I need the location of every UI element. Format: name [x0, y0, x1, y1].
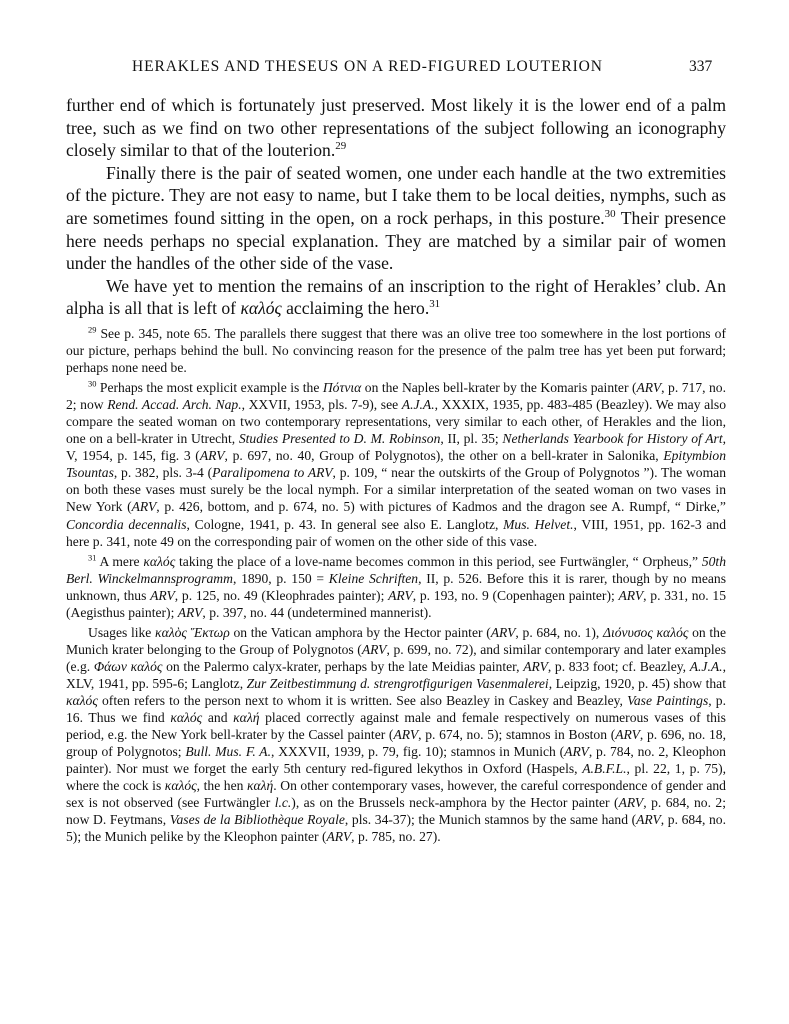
paragraph: We have yet to mention the remains of an inscription to the right of Herakles’ club. An alpha is all that is left of καλός acclaiming the hero.$^{31}$	[66, 275, 726, 319]
footnotes	[66, 325, 726, 848]
footnote-number: 31	[88, 552, 97, 563]
page-number: 337	[689, 58, 713, 75]
paragraph: Finally there is the pair of seated women, one under each handle at the two extremities of the picture. They are not easy to name, but I take them to be local deities, nymphs, such as are sometimes found sitting in the open, on a rock perhaps, in this posture.$^{30}$ Their presence here needs perhaps no special explanation. They are matched by a similar pair of women under the handles of the other side of the vase.	[66, 162, 726, 274]
footnote-ref[interactable]: 29	[335, 140, 347, 153]
footnote-number: 29	[88, 324, 97, 335]
footnote-number: 30	[88, 378, 97, 389]
footnote-30: $^{30}$ Perhaps the most explicit example is the Πότνια on the Naples bell-krater by the Komaris painter (ARV, p. 717, no. 2; now Rend. Accad. Arch. Nap., XXVII, 1953, pls. 7-9), see A.J.A., XXXIX, 1935, pp. 483-485 (Beazley). We may also compare the seated woman on two contemporary representations, very similar to each other, of Herakles and the lion, one on a bell-krater in Utrecht, Studies Presented to D. M. Robinson, II, pl. 35; Netherlands Yearbook for History of Art, V, 1954, p. 145, fig. 3 (ARV, p. 697, no. 40, Group of Polygnotos), the other on a bell-krater in Salonika, Epitymbion Tsountas, p. 382, pls. 3-4 (Paralipomena to ARV, p. 109, “ near the outskirts of the Group of Polygnotos ”). The woman on both these vases must surely be the local nymph. For a similar interpretation of the seated woman on two vases in New York (ARV, p. 426, bottom, and p. 674, no. 5) with pictures of Kadmos and the dragon see A. Rumpf, “ Dirke,” Concordia decennalis, Cologne, 1941, p. 43. In general see also E. Langlotz, Mus. Helvet., VIII, 1951, pp. 162-3 and here p. 341, note 49 on the corresponding pair of women on the other side of this vase.	[66, 378, 727, 549]
paragraph: further end of which is fortunately just preserved. Most likely it is the lower end of a palm tree, such as we find on two other representations of the subject following an iconography closely similar to that of the louterion.$^{29}$	[66, 95, 726, 161]
footnote-31: $^{31}$ A mere καλός taking the place of a love-name becomes common in this period, see Furtwängler, “ Orpheus,” 50th Berl. Winckelmannsprogramm, 1890, p. 150 = Kleine Schriften, II, p. 526. Before this it is rarer, though by no means unknown, thus ARV, p. 125, no. 49 (Kleophrades painter); ARV, p. 193, no. 9 (Copenhagen painter); ARV, p. 331, no. 15 (Aegisthus painter); ARV, p. 397, no. 44 (undetermined mannerist).	[66, 552, 727, 620]
footnote-ref[interactable]: 30	[604, 208, 616, 221]
greek-word: καλός	[240, 298, 282, 319]
body-text	[66, 94, 726, 320]
running-head	[0, 58, 789, 78]
footnote-29: $^{29}$ See p. 345, note 65. The parallels there suggest that there was an olive tree too somewhere in the lost portions of our picture, perhaps behind the bull. No convincing reason for the presence of the palm tree has yet been put forward; perhaps none need be.	[66, 324, 726, 376]
running-title: HERAKLES AND THESEUS ON A RED-FIGURED LOUTERION	[132, 58, 603, 75]
footnote-31-continued: Usages like καλὸς Ἕκτωρ on the Vatican amphora by the Hector painter (ARV, p. 684, no. 1), Διόνυσος καλός on the Munich krater belonging to the Group of Polygnotos (ARV, p. 699, no. 72), and similar contemporary and later examples (e.g. Φάων καλός on the Palermo calyx-krater, perhaps by the late Meidias painter, ARV, p. 833 foot; cf. Beazley, A.J.A., XLV, 1941, pp. 595-6; Langlotz, Zur Zeitbestimmung d. strengrotfigurigen Vasenmalerei, Leipzig, 1920, p. 45) show that καλός often refers to the person next to whom it is written. See also Beazley in Caskey and Beazley, Vase Paintings, p. 16. Thus we find καλός and καλή placed correctly against male and female respectively on numerous vases of this period, e.g. the New York bell-krater by the Cassel painter (ARV, p. 674, no. 5); stamnos in Boston (ARV, p. 696, no. 18, group of Polygnotos; Bull. Mus. F. A., XXXVII, 1939, p. 79, fig. 10); stamnos in Munich (ARV, p. 784, no. 2, Kleophon painter). Nor must we forget the early 5th century red-figured lekythos in Oxford (Haspels, A.B.F.L., pl. 22, 1, p. 75), where the cock is καλός, the hen καλή. On other contemporary vases, however, the careful correspondence of gender and sex is not observed (see Furtwängler l.c.), as on the Brussels neck-amphora by the Hector painter (ARV, p. 684, no. 2; now D. Feytmans, Vases de la Bibliothèque Royale, pls. 34-37); the Munich stamnos by the same hand (ARV, p. 684, no. 5); the Munich pelike by the Kleophon painter (ARV, p. 785, no. 27).	[66, 624, 726, 845]
footnote-ref[interactable]: 31	[429, 298, 441, 311]
